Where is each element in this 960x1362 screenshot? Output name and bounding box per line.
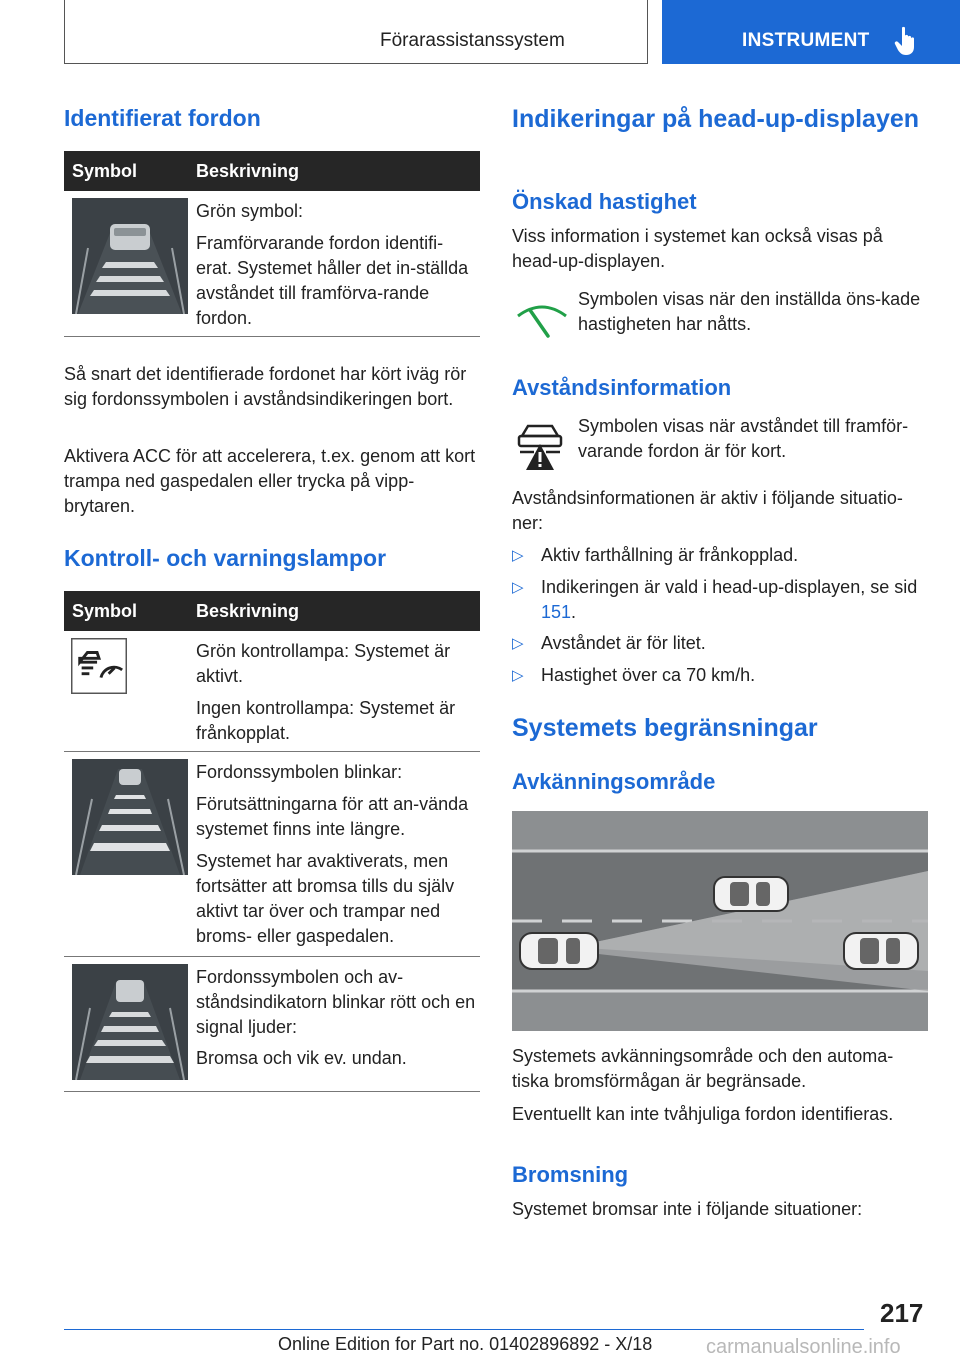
watermark: carmanualsonline.info: [706, 1336, 901, 1358]
table2-row3-divider: [64, 1091, 480, 1092]
table2-row2-divider: [64, 956, 480, 957]
list-item: Hastighet över ca 70 km/h.: [541, 665, 756, 685]
table2-row2-line3: Systemet har avaktiverats, men fortsätter att bromsa tills du själv aktivt tar över och trampar ned broms- eller gaspedalen.: [196, 851, 455, 946]
identified-vehicle-symbol-image: [72, 198, 188, 314]
list-item-period: .: [571, 602, 577, 622]
heading-detection-range: Avkänningsområde: [512, 769, 716, 794]
bullet-marker: ▷: [512, 547, 524, 564]
paragraph-two-wheelers: Eventuellt kan inte tvåhjuliga fordon identifieras.: [512, 1104, 894, 1124]
footer-rule: [64, 1329, 864, 1330]
paragraph-range-limited: Systemets avkänningsområde och den automa-tiska bromsförmågan är begränsade.: [512, 1046, 894, 1091]
heading-system-limits: Systemets begränsningar: [512, 714, 818, 742]
table1-row1-line2: Framförvarande fordon identifi-erat. Systemet håller det in-ställda avståndet till framförva-rande fordon.: [196, 233, 469, 328]
heading-braking: Bromsning: [512, 1162, 629, 1187]
paragraph-activate-acc: Aktivera ACC för att accelerera, t.ex. genom att kort trampa ned gaspedalen eller trycka på vipp-brytaren.: [64, 446, 476, 516]
table2-header: [64, 591, 480, 631]
desired-speed-hud-icon: [514, 296, 570, 344]
heading-warning-lamps: Kontroll- och varningslampor: [64, 545, 387, 571]
table2-row2-line1: Fordonssymbolen blinkar:: [196, 762, 403, 782]
header-tab-label: INSTRUMENT: [742, 30, 870, 51]
table1-header: [64, 151, 480, 191]
footer-edition: Online Edition for Part no. 01402896892 - X/18: [278, 1334, 653, 1354]
paragraph-braking: Systemet bromsar inte i följande situationer:: [512, 1199, 863, 1219]
list-item: Aktiv farthållning är frånkopplad.: [541, 545, 799, 565]
heading-identified-vehicle: Identifierat fordon: [64, 105, 261, 131]
table2-row2-line2: Förutsättningarna för att an-vända systemet finns inte längre.: [196, 794, 469, 839]
pointing-hand-icon: [894, 26, 920, 56]
list-item-text: Indikeringen är vald i head-up-displayen, se sid: [541, 577, 918, 597]
paragraph-distance-symbol: Symbolen visas när avståndet till framför-varande fordon är för kort.: [578, 416, 909, 461]
table2-col-description: Beskrivning: [196, 601, 300, 621]
paragraph-hud-intro: Viss information i systemet kan också visas på head-up-displayen.: [512, 226, 883, 271]
acc-control-lamp-icon: [71, 638, 127, 694]
paragraph-distance-intro: Avståndsinformationen är aktiv i följande situatio-ner:: [512, 488, 903, 533]
header-section-title: Förarassistanssystem: [380, 30, 565, 51]
bullet-marker: ▷: [512, 635, 524, 652]
table2-row1-divider: [64, 751, 480, 752]
table2-row1-line1: Grön kontrollampa: Systemet är aktivt.: [196, 641, 451, 686]
table2-row1-line2: Ingen kontrollampa: Systemet är frånkopplat.: [196, 698, 456, 743]
list-item: [541, 575, 928, 625]
table1-col-symbol: Symbol: [72, 161, 138, 181]
table2-row3-line2: Bromsa och vik ev. undan.: [196, 1048, 407, 1068]
table2-col-symbol: Symbol: [72, 601, 138, 621]
paragraph-speed-symbol: Symbolen visas när den inställda öns-kade hastigheten har nåtts.: [578, 289, 921, 334]
table2-row3-line1: Fordonssymbolen och av-ståndsindikatorn blinkar rött och en signal ljuder:: [196, 967, 476, 1037]
bullet-marker: ▷: [512, 667, 524, 684]
paragraph-vehicle-leaves: Så snart det identifierade fordonet har kört iväg rör sig fordonssymbolen i avståndsindikeringen bort.: [64, 364, 467, 409]
list-item: Avståndet är för litet.: [541, 633, 706, 653]
page-link-151[interactable]: 151: [541, 602, 572, 622]
heading-distance-info: Avståndsinformation: [512, 375, 732, 400]
bullet-marker: ▷: [512, 579, 524, 596]
detection-range-illustration: [512, 811, 928, 1031]
heading-hud-indications: Indikeringar på head-up-displayen: [512, 105, 920, 133]
header-tab-instrument[interactable]: [662, 0, 960, 64]
table1-row-divider: [64, 336, 480, 337]
heading-desired-speed: Önskad hastighet: [512, 189, 697, 214]
blinking-vehicle-symbol-image: [72, 759, 188, 875]
distance-warning-icon: [514, 420, 566, 472]
table1-col-description: Beskrivning: [196, 161, 300, 181]
page-number: 217: [880, 1298, 924, 1328]
table1-row1-line1: Grön symbol:: [196, 201, 304, 221]
red-warning-vehicle-symbol-image: [72, 964, 188, 1080]
